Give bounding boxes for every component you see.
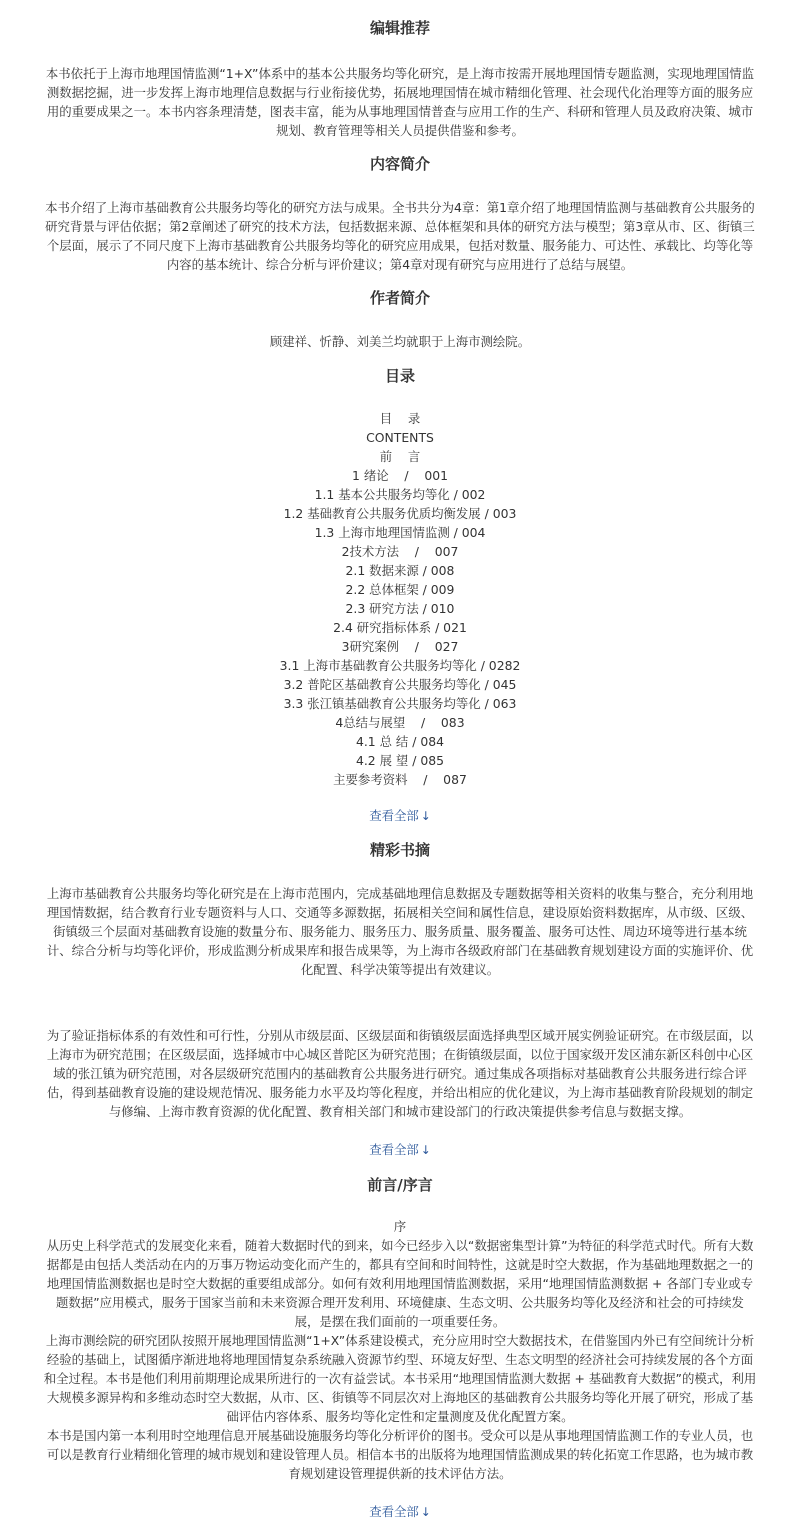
excerpt-line: 化配置、科学决策等提出有效建议。 (300, 962, 500, 977)
editor-pick-line: 测数据挖掘，进一步发挥上海市地理信息数据与行业衔接优势，拓展地理国情在城市精细化管理、社会现代化治理等方面的服务应 (46, 85, 754, 100)
toc-line: 主要参考资料 / 087 (333, 772, 467, 787)
preface-line: 大规模多源异构和多维动态时空大数据，从市、区、街镇等不同层次对上海地区的基础教育公共服务均等化开展了研究，形成了基 (46, 1390, 754, 1405)
preface-view-all-label: 查看全部 (369, 1504, 419, 1519)
toc-line: 2.1 数据来源 / 008 (345, 563, 455, 578)
excerpt-line: 上海市为研究范围；在区级层面，选择城市中心城区普陀区为研究范围；在街镇级层面，以位于国家级开发区浦东新区科创中心区 (46, 1047, 754, 1062)
toc-line: 1.3 上海市地理国情监测 / 004 (314, 525, 486, 540)
preface-line: 据都是由包括人类活动在内的万事万物运动变化而产生的，都具有空间和时间特性，这就是时空大数据，作为基础地理数据之一的 (46, 1257, 754, 1272)
preface-line: 和全过程。本书是他们利用前期理论成果所进行的一次有益尝试。本书采用“地理国情监测大数据 + 基础教育大数据”的模式，利用 (43, 1371, 757, 1386)
toc-line: 3.1 上海市基础教育公共服务均等化 / 0282 (279, 658, 521, 673)
preface-line: 展，是摆在我们面前的一项重要任务。 (294, 1314, 506, 1329)
summary-line: 内容的基本统计、综合分析与评价建议；第4章对现有研究与应用进行了总结与展望。 (166, 257, 634, 272)
summary-line: 研究背景与评估依据；第2章阐述了研究的技术方法，包括数据来源、总体框架和具体的研究方法与模型；第3章从市、区、街镇三 (45, 219, 755, 234)
toc-line: 3.2 普陀区基础教育公共服务均等化 / 045 (283, 677, 517, 692)
preface-line: 可以是教育行业精细化管理的城市规划和建设管理人员。相信本书的出版将为地理国情监测成果的转化拓宽工作思路，也为城市教 (46, 1447, 754, 1462)
excerpt-view-all-label: 查看全部 (369, 1142, 419, 1157)
toc-line: 4.1 总 结 / 084 (355, 734, 445, 749)
arrow-down-icon: ↓ (420, 1143, 431, 1157)
summary-body (2, 198, 798, 274)
excerpt-line: 计、综合分析与均等化评价，形成监测分析成果库和报告成果等，为上海市各级政府部门在基础教育规划建设方面的实施评价、优 (46, 943, 754, 958)
toc-line: 1 绪论 / 001 (352, 468, 448, 483)
preface-line: 本书是国内第一本利用时空地理信息开展基础设施服务均等化分析评价的图书。受众可以是从事地理国情监测工作的专业人员，也 (46, 1428, 754, 1443)
preface-line: 础评估内容体系、服务均等化定性和定量测度及优化配置方案。 (226, 1409, 574, 1424)
editor-pick-title: 编辑推荐 (369, 19, 430, 37)
summary-title: 内容简介 (369, 155, 430, 173)
preface-title: 前言/序言 (367, 1176, 433, 1194)
author-text: 顾建祥、忻静、刘美兰均就职于上海市测绘院。 (269, 334, 531, 349)
toc-line: 1.1 基本公共服务均等化 / 002 (314, 487, 486, 502)
editor-pick-line: 本书依托于上海市地理国情监测“1+X”体系中的基本公共服务均等化研究，是上海市按需开展地理国情专题监测，实现地理国情监 (45, 66, 755, 81)
excerpt-line: 与修编、上海市教育资源的优化配置、教育相关部门和城市建设部门的行政决策提供参考信息与数据支撑。 (108, 1104, 692, 1119)
editor-pick-line: 规划、教育管理等相关人员提供借鉴和参考。 (276, 123, 524, 138)
editor-pick-line: 用的重要成果之一。本书内容条理清楚，图表丰富，能为从事地理国情普查与应用工作的生产、科研和管理人员及政府决策、城市 (46, 104, 754, 119)
toc-line: 3.3 张江镇基础教育公共服务均等化 / 063 (283, 696, 517, 711)
arrow-down-icon: ↓ (420, 809, 431, 823)
toc-line: 2.3 研究方法 / 010 (345, 601, 455, 616)
toc-body (2, 409, 798, 789)
preface-line: 地理国情监测数据也是时空大数据的重要组成部分。如何有效利用地理国情监测数据，采用“地理国情监测数据 + 各部门专业或专 (46, 1276, 754, 1291)
toc-title: 目录 (384, 367, 415, 385)
toc-line: 2技术方法 / 007 (341, 544, 459, 559)
toc-view-all-link[interactable] (2, 806, 798, 826)
excerpt-line: 域的张江镇为研究范围，对各层级研究范围内的基础教育公共服务进行研究。通过集成各项指标对基础教育公共服务进行综合评 (53, 1066, 747, 1081)
author-body (2, 332, 798, 351)
preface-body (2, 1217, 798, 1483)
toc-line: 4总结与展望 / 083 (335, 715, 465, 730)
toc-line: 目 录 (379, 411, 421, 426)
preface-line: 题数据”应用模式，服务于国家当前和未来资源合理开发利用、环境健康、生态文明、公共服务均等化及经济和社会的可持续发 (56, 1295, 744, 1310)
excerpt-view-all-link[interactable] (2, 1140, 798, 1160)
excerpt-line: 理国情数据，结合教育行业专题资料与人口、交通等多源数据，拓展相关空间和属性信息，建设原始资料数据库，从市级、区级、 (46, 905, 754, 920)
toc-line: 2.2 总体框架 / 009 (345, 582, 455, 597)
preface-line: 育规划建设管理提供新的技术评估方法。 (288, 1466, 512, 1481)
toc-line: 4.2 展 望 / 085 (355, 753, 445, 768)
toc-line: 2.4 研究指标体系 / 021 (333, 620, 467, 635)
arrow-down-icon: ↓ (420, 1505, 431, 1519)
toc-line: CONTENTS (366, 430, 434, 445)
author-title: 作者简介 (369, 289, 430, 307)
toc-line: 前 言 (379, 449, 421, 464)
toc-line: 1.2 基础教育公共服务优质均衡发展 / 003 (283, 506, 517, 521)
preface-line: 上海市测绘院的研究团队按照开展地理国情监测“1+X”体系建设模式，充分应用时空大数据技术，在借鉴国内外已有空间统计分析 (45, 1333, 755, 1348)
excerpt-paragraph-2 (2, 1026, 798, 1121)
excerpt-paragraph-1 (2, 884, 798, 979)
preface-view-all-link[interactable] (2, 1502, 798, 1522)
excerpt-line: 为了验证指标体系的有效性和可行性，分别从市级层面、区级层面和街镇级层面选择典型区域开展实例验证研究。在市级层面，以 (46, 1028, 754, 1043)
preface-line: 从历史上科学范式的发展变化来看，随着大数据时代的到来，如今已经步入以“数据密集型计算”为特征的科学范式时代。所有大数 (46, 1238, 754, 1253)
excerpt-line: 上海市基础教育公共服务均等化研究是在上海市范围内，完成基础地理信息数据及专题数据等相关资料的收集与整合，充分利用地 (46, 886, 754, 901)
toc-line: 3研究案例 / 027 (341, 639, 459, 654)
toc-view-all-label: 查看全部 (369, 808, 419, 823)
preface-line: 序 (393, 1219, 407, 1234)
summary-line: 个层面，展示了不同尺度下上海市基础教育公共服务均等化的研究应用成果，包括对数量、服务能力、可达性、承载比、均等化等 (46, 238, 754, 253)
summary-line: 本书介绍了上海市基础教育公共服务均等化的研究方法与成果。全书共分为4章：第1章介绍了地理国情监测与基础教育公共服务的 (45, 200, 755, 215)
preface-line: 经验的基础上，试图循序渐进地将地理国情复杂系统融入资源节约型、环境友好型、生态文明型的经济社会可持续发展的各个方面 (46, 1352, 754, 1367)
excerpt-line: 估，得到基础教育设施的建设规范情况、服务能力水平及均等化程度，并给出相应的优化建议，为上海市基础教育阶段规划的制定 (46, 1085, 754, 1100)
editor-pick-body (2, 64, 798, 140)
excerpt-line: 街镇级三个层面对基础教育设施的数量分布、服务能力、服务压力、服务质量、服务覆盖、服务可达性、周边环境等进行基本统 (53, 924, 747, 939)
excerpt-title: 精彩书摘 (369, 841, 430, 859)
